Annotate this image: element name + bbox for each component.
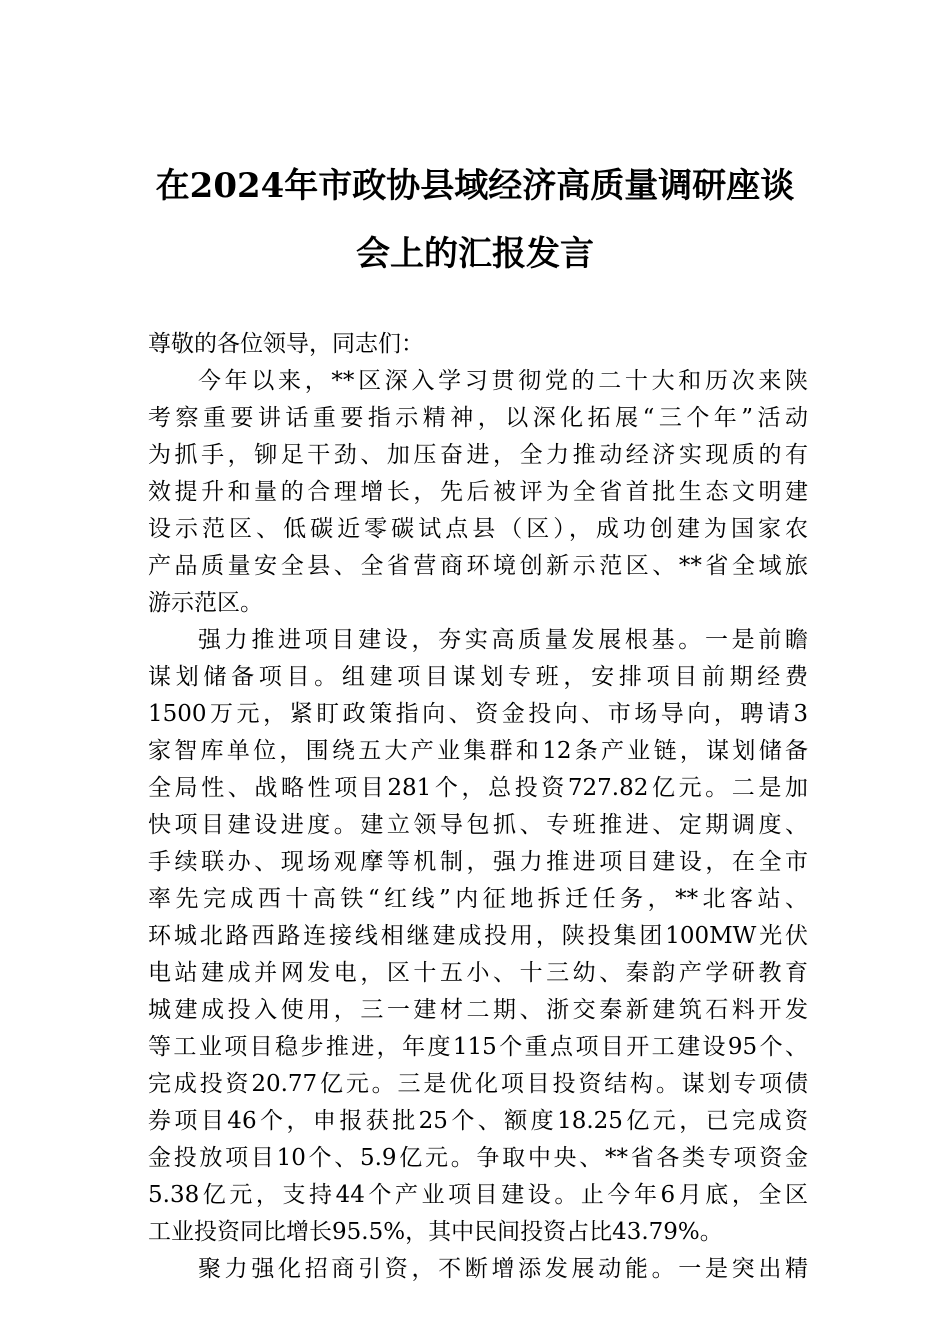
body-text-line: 设示范区、低碳近零碳试点县（区），成功创建为国家农 [148,516,808,542]
body-text-line: 产品质量安全县、全省营商环境创新示范区、**省全域旅 [148,553,808,579]
body-text-line: 快项目建设进度。建立领导包抓、专班推进、定期调度、 [148,812,808,838]
body-text-line: 全局性、战略性项目281个，总投资727.82亿元。二是加 [148,775,808,801]
body-text-line: 谋划储备项目。组建项目谋划专班，安排项目前期经费 [148,664,808,690]
body-text-line: 为抓手，铆足干劲、加压奋进，全力推动经济实现质的有 [148,442,808,468]
body-text-line: 效提升和量的合理增长，先后被评为全省首批生态文明建 [148,479,808,505]
body-text-line: 等工业项目稳步推进，年度115个重点项目开工建设95个、 [148,1034,808,1060]
body-text-line: 手续联办、现场观摩等机制，强力推进项目建设，在全市 [148,849,808,875]
document-title-line-1: 在2024年市政协县域经济高质量调研座谈 [155,166,795,206]
body-text-line: 强力推进项目建设，夯实高质量发展根基。一是前瞻 [198,627,808,653]
body-text-line: 环城北路西路连接线相继建成投用，陕投集团100MW光伏 [148,923,808,949]
body-text-line: 城建成投入使用，三一建材二期、浙交秦新建筑石料开发 [148,997,808,1023]
document-body [148,326,808,1288]
body-text-line: 考察重要讲话重要指示精神，以深化拓展“三个年”活动 [148,405,808,431]
body-text-line: 尊敬的各位领导，同志们： [148,331,424,357]
body-text-line: 游示范区。 [148,590,263,616]
body-text-line: 电站建成并网发电，区十五小、十三幼、秦韵产学研教育 [148,960,808,986]
body-text-line: 家智库单位，围绕五大产业集群和12条产业链，谋划储备 [148,738,808,764]
body-text-line: 5.38亿元，支持44个产业项目建设。止今年6月底，全区 [148,1182,808,1208]
body-text-line: 聚力强化招商引资，不断增添发展动能。一是突出精 [198,1256,808,1282]
body-text-line: 今年以来，**区深入学习贯彻党的二十大和历次来陕 [198,368,808,394]
body-text-line: 完成投资20.77亿元。三是优化项目投资结构。谋划专项债 [148,1071,808,1097]
body-text-line: 工业投资同比增长95.5%，其中民间投资占比43.79%。 [148,1219,723,1245]
body-text-line: 率先完成西十高铁“红线”内征地拆迁任务，**北客站、 [148,886,808,912]
document-title-line-2: 会上的汇报发言 [356,234,594,274]
body-text-line: 1500万元，紧盯政策指向、资金投向、市场导向，聘请3 [148,701,808,727]
body-text-line: 金投放项目10个、5.9亿元。争取中央、**省各类专项资金 [148,1145,808,1171]
body-text-line: 券项目46个，申报获批25个、额度18.25亿元，已完成资 [148,1108,808,1134]
